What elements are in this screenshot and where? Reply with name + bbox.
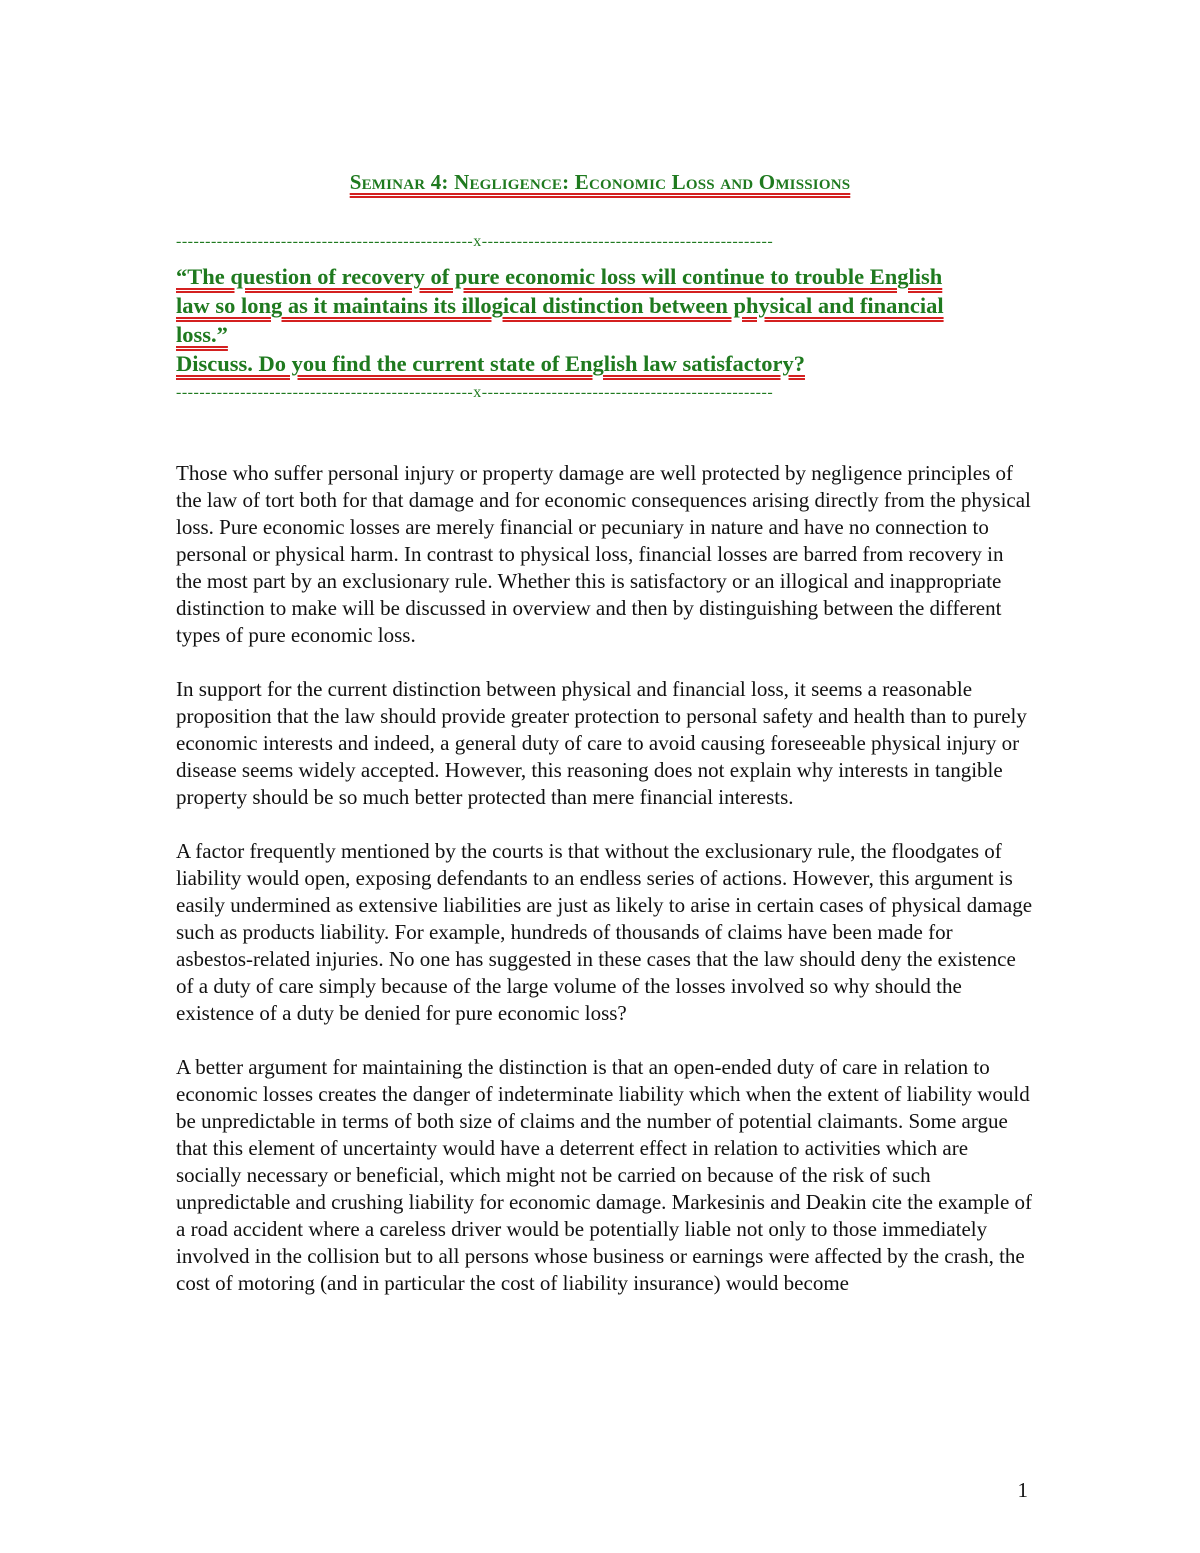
essay-body xyxy=(176,460,1034,1324)
document-title-text: Seminar 4: Negligence: Economic Loss and Omissions xyxy=(349,170,851,194)
body-paragraph: Those who suffer personal injury or property damage are well protected by negligence principles of the law of tort both for that damage and for economic consequences arising directly from the physical loss. Pure economic losses are merely financial or pecuniary in nature and have no connection to personal or physical harm. In contrast to physical loss, financial losses are barred from recovery in the most part by an exclusionary rule. Whether this is satisfactory or an illogical and inappropriate distinction to make will be discussed in overview and then by distinguishing between the different types of pure economic loss. xyxy=(176,461,1031,647)
essay-question xyxy=(176,262,1031,378)
page-number: 1 xyxy=(1017,1478,1028,1502)
question-line: Discuss. Do you find the current state of English law satisfactory? xyxy=(176,351,805,376)
question-line: law so long as it maintains its illogical distinction between physical and financial xyxy=(176,293,944,318)
body-paragraph: A better argument for maintaining the distinction is that an open-ended duty of care in relation to economic losses creates the danger of indeterminate liability which when the extent of liability would be unpredictable in terms of both size of claims and the number of potential claimants. Some argue that this element of uncertainty would have a deterrent effect in relation to activities which are socially necessary or beneficial, which might not be carried on because of the risk of such unpredictable and crushing liability for economic damage. Markesinis and Deakin cite the example of a road accident where a careless driver would be potentially liable not only to those immediately involved in the collision but to all persons whose business or earnings were affected by the crash, the cost of motoring (and in particular the cost of liability insurance) would become xyxy=(176,1055,1033,1295)
body-paragraph: In support for the current distinction between physical and financial loss, it seems a reasonable proposition that the law should provide greater protection to personal safety and health than to purely economic interests and indeed, a general duty of care to avoid causing foreseeable physical injury or disease seems widely accepted. However, this reasoning does not explain why interests in tangible property should be so much better protected than mere financial interests. xyxy=(176,677,1027,809)
document-title xyxy=(0,170,1200,195)
body-paragraph: A factor frequently mentioned by the courts is that without the exclusionary rule, the floodgates of liability would open, exposing defendants to an endless series of actions. However, this argument is easily undermined as extensive liabilities are just as likely to arise in certain cases of physical damage such as products liability. For example, hundreds of thousands of claims have been made for asbestos-related injuries. No one has suggested in these cases that the law should deny the existence of a duty of care simply because of the large volume of the losses involved so why should the existence of a duty be denied for pure economic loss? xyxy=(176,839,1033,1025)
separator-bottom: ---------------------------------------------------x-------------------------------------------------- xyxy=(176,384,774,401)
separator-top: ---------------------------------------------------x-------------------------------------------------- xyxy=(176,233,774,250)
question-line: “The question of recovery of pure economic loss will continue to trouble English xyxy=(176,264,943,289)
question-line: loss.” xyxy=(176,322,228,347)
